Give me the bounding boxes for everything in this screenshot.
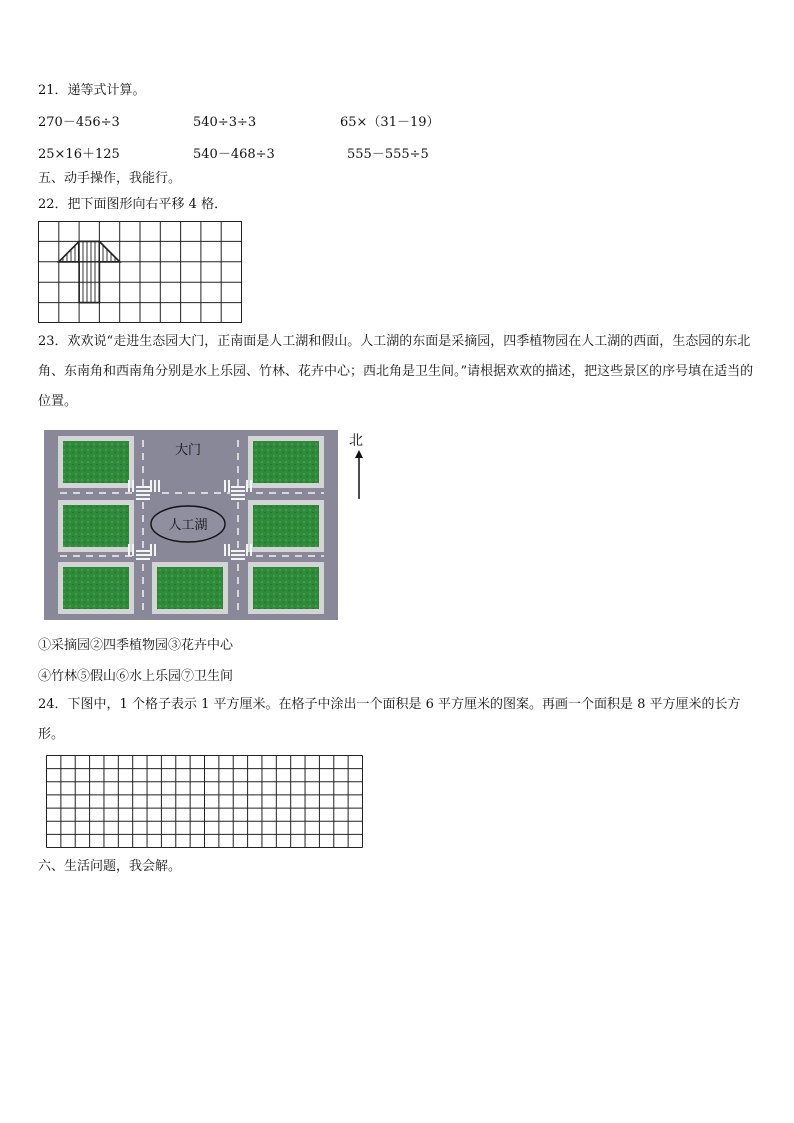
gate-label: 大门 [174, 443, 202, 458]
q21-expr-6: 555－555÷5 [347, 147, 429, 162]
section-5-heading: 五、动手操作，我能行。 [38, 171, 182, 186]
q24-text: 24．下图中，1 个格子表示 1 平方厘米。在格子中涂出一个面积是 6 平方厘米的图案。再画一个面积是 8 平方厘米的长方形。 [38, 697, 741, 742]
q22-grid [38, 221, 244, 325]
q21-expr-2: 540÷3÷3 [193, 115, 257, 130]
q21-expr-3: 65×（31－19） [340, 115, 440, 130]
north-label: 北 [349, 433, 363, 449]
q21-expr-5: 540－468÷3 [193, 147, 275, 162]
q23-legend-1: ①采摘园②四季植物园③花卉中心 [38, 638, 234, 653]
arrow-shape [59, 241, 120, 302]
lake-label: 人工湖 [168, 518, 208, 533]
section-6-heading: 六、生活问题，我会解。 [38, 859, 182, 874]
q23-text: 23．欢欢说“走进生态园大门，正南面是人工湖和假山。人工湖的东面是采摘园，四季植物园在人工湖的西面，生态园的东北角、东南角和西南角分别是水上乐园、竹林、花卉中心；西北角是卫生间。”请根据欢欢的描述，把这些景区的序号填在适当的位置。 [38, 334, 754, 409]
q24-grid [46, 755, 366, 849]
park-map [44, 430, 338, 620]
q21-expr-1: 270－456÷3 [38, 115, 120, 130]
q22-title: 22．把下面图形向右平移 4 格． [38, 197, 228, 212]
north-arrow-icon [352, 450, 366, 500]
q21-expr-4: 25×16＋125 [38, 147, 120, 162]
q21-title: 21．递等式计算。 [38, 83, 146, 98]
q23-legend-2: ④竹林⑤假山⑥水上乐园⑦卫生间 [38, 669, 234, 684]
